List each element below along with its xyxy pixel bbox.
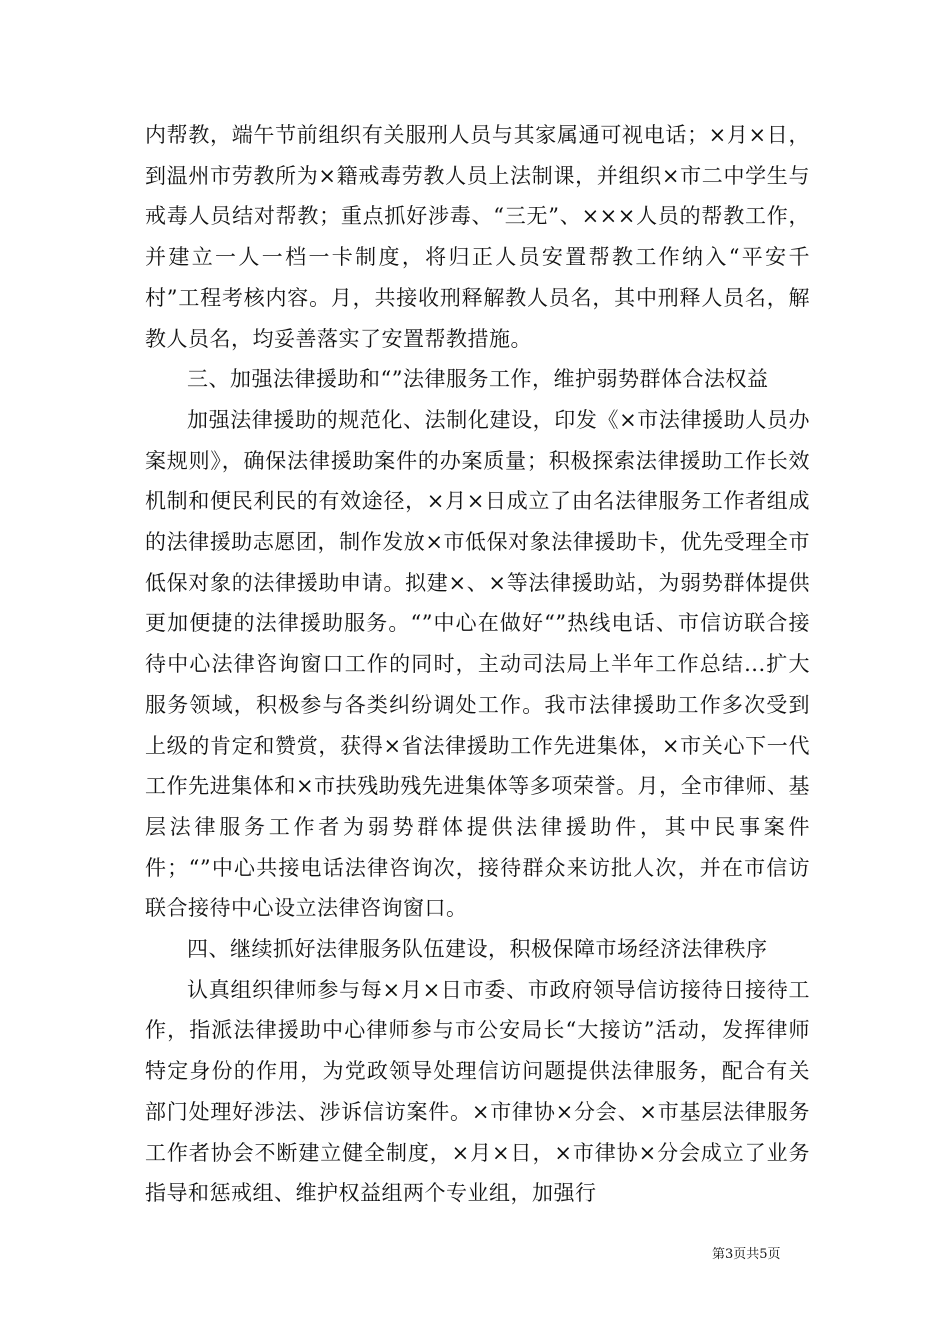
paragraph-legal-aid: 加强法律援助的规范化、法制化建设，印发《×市法律援助人员办案规则》，确保法律援助案件的办案质量；积极探索法律援助工作长效机制和便民利民的有效途径，×月×日成立了由名法律服务工作者组成的法律援助志愿团，制作发放×市低保对象法律援助卡，优先受理全市低保对象的法律援助申请。拟建×、×等法律援助站，为弱势群体提供更加便捷的法律援助服务。“”中心在做好“”热线电话、市信访联合接待中心法律咨询窗口工作的同时，主动司法局上半年工作总结...扩大服务领域，积极参与各类纠纷调处工作。我市法律援助工作多次受到上级的肯定和赞赏，获得×省法律援助工作先进集体，×市关心下一代工作先进集体和×市扶残助残先进集体等多项荣誉。月，全市律师、基层法律服务工作者为弱势群体提供法律援助件，其中民事案件件；“”中心共接电话法律咨询次，接待群众来访批人次，并在市信访联合接待中心设立法律咨询窗口。 (145, 407, 810, 921)
paragraph-continuation: 内帮教，端午节前组织有关服刑人员与其家属通可视电话；×月×日，到温州市劳教所为×籍戒毒劳教人员上法制课，并组织×市二中学生与戒毒人员结对帮教；重点抓好涉毒、“三无”、×××人员的帮教工作，并建立一人一档一卡制度，将归正人员安置帮教工作纳入“平安千村”工程考核内容。月，共接收刑释解教人员名，其中刑释人员名，解教人员名，均妥善落实了安置帮教措施。 (145, 123, 810, 351)
paragraph-legal-services: 认真组织律师参与每×月×日市委、市政府领导信访接待日接待工作，指派法律援助中心律师参与市公安局长“大接访”活动，发挥律师特定身份的作用，为党政领导处理信访问题提供法律服务，配合有关部门处理好涉法、涉诉信访案件。×市律协×分会、×市基层法律服务工作者协会不断建立健全制度，×月×日，×市律协×分会成立了业务指导和惩戒组、维护权益组两个专业组，加强行 (145, 977, 810, 1206)
document-body (145, 115, 810, 1214)
section-heading-4: 四、继续抓好法律服务队伍建设，积极保障市场经济法律秩序 (187, 937, 768, 962)
page-number-footer: 第3页共5页 (712, 1247, 781, 1262)
section-heading-3: 三、加强法律援助和“”法律服务工作，维护弱势群体合法权益 (187, 367, 769, 392)
